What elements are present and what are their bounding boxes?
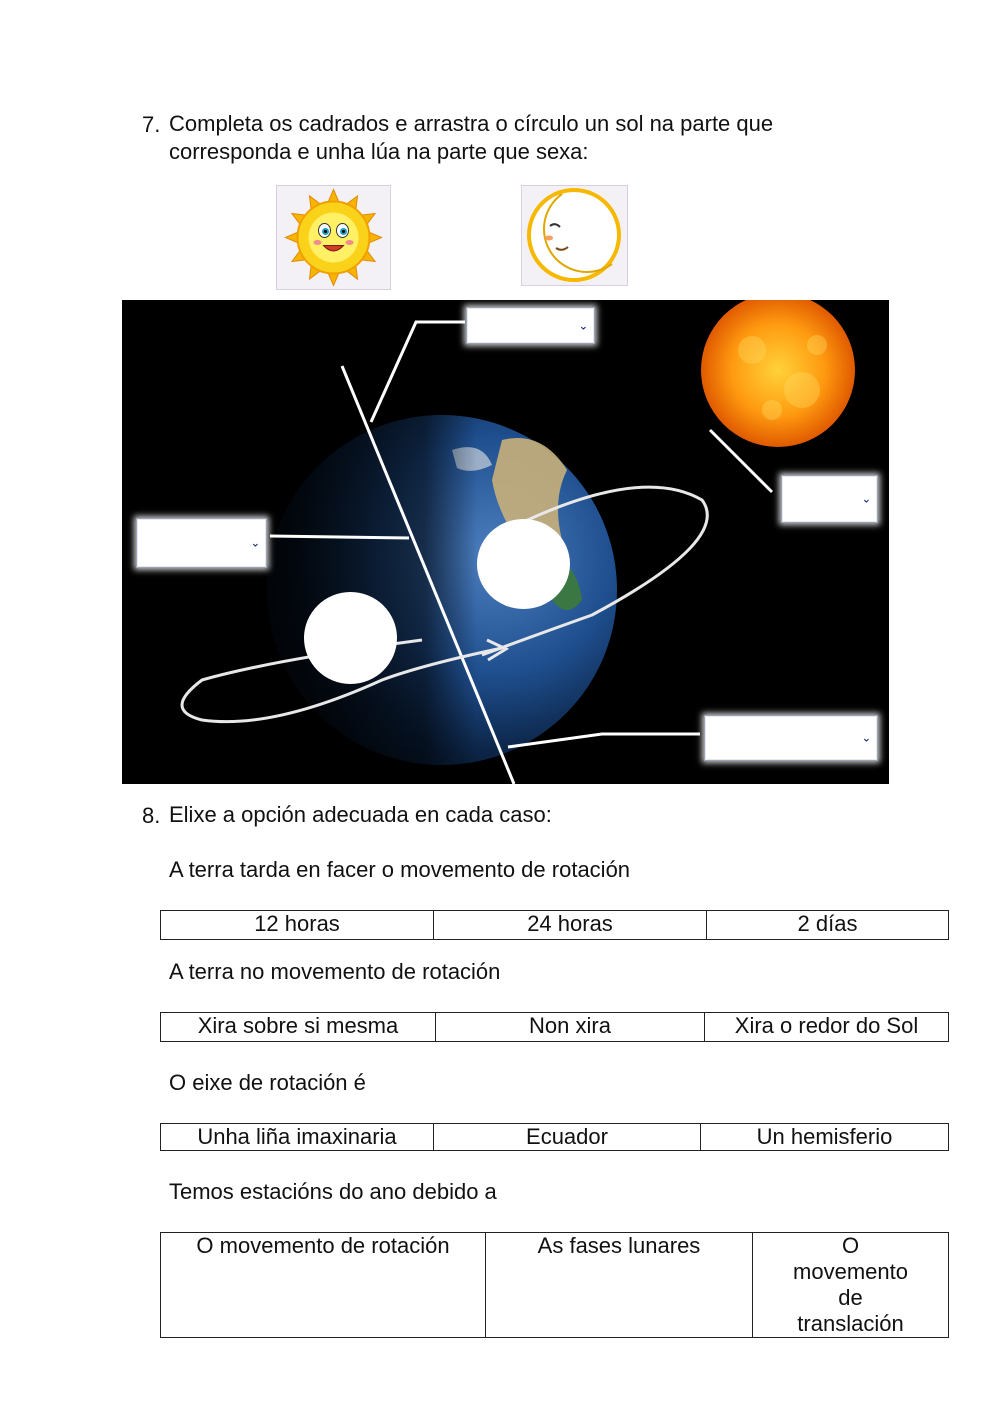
question-8-options-4 xyxy=(160,1232,949,1338)
crescent-moon-icon xyxy=(522,186,627,285)
question-8-title: Elixe a opción adecuada en cada caso: xyxy=(169,802,552,827)
question-8-prompt-2: A terra no movemento de rotación xyxy=(169,959,501,984)
option-24-horas[interactable]: 24 horas xyxy=(434,911,707,940)
option-ecuador[interactable]: Ecuador xyxy=(434,1124,701,1151)
option-non-xira[interactable]: Non xira xyxy=(436,1013,705,1042)
option-xira-sobre-si-mesma[interactable]: Xira sobre si mesma xyxy=(161,1013,436,1042)
option-un-hemisferio[interactable]: Un hemisferio xyxy=(701,1124,949,1151)
drop-zone-day-side[interactable] xyxy=(477,519,570,609)
option-movemento-de-translacion[interactable]: O movemento de translación xyxy=(753,1233,949,1338)
options-row xyxy=(161,1013,949,1042)
sun-graphic xyxy=(701,300,855,447)
draggable-moon[interactable] xyxy=(521,185,628,286)
option-12-horas[interactable]: 12 horas xyxy=(161,911,434,940)
question-7-number: 7. xyxy=(142,112,161,137)
chevron-down-icon: ⌄ xyxy=(861,732,871,745)
sun-face-icon xyxy=(277,186,390,289)
option-unha-lina-imaxinaria[interactable]: Unha liña imaxinaria xyxy=(161,1124,434,1151)
question-8-options-1 xyxy=(160,910,949,940)
left-label-dropdown[interactable] xyxy=(136,518,267,568)
question-8-options-2 xyxy=(160,1012,949,1042)
sun-label-dropdown[interactable] xyxy=(781,475,878,523)
drop-zone-night-side[interactable] xyxy=(304,592,397,684)
question-8-prompt-3: O eixe de rotación é xyxy=(169,1070,366,1095)
draggable-sun[interactable] xyxy=(276,185,391,290)
option-movemento-de-rotacion[interactable]: O movemento de rotación xyxy=(161,1233,486,1338)
chevron-down-icon: ⌄ xyxy=(578,320,588,332)
question-8-number: 8. xyxy=(142,803,161,828)
question-8-prompt-1: A terra tarda en facer o movemento de rotación xyxy=(169,857,631,882)
question-8-prompt-4: Temos estacións do ano debido a xyxy=(169,1179,497,1204)
question-7-text xyxy=(169,110,773,166)
options-row xyxy=(161,911,949,940)
option-fases-lunares[interactable]: As fases lunares xyxy=(486,1233,753,1338)
question-8-options-3 xyxy=(160,1123,949,1151)
earth-rotation-diagram xyxy=(122,300,889,784)
option-xira-o-redor-do-sol[interactable]: Xira o redor do Sol xyxy=(705,1013,949,1042)
options-row xyxy=(161,1124,949,1151)
chevron-down-icon: ⌄ xyxy=(250,537,260,550)
chevron-down-icon: ⌄ xyxy=(861,493,871,506)
question-7-line-1: Completa os cadrados e arrastra o círculo un sol na parte que xyxy=(169,111,774,136)
axis-label-dropdown[interactable] xyxy=(466,307,595,344)
bottom-label-dropdown[interactable] xyxy=(704,715,878,761)
option-2-dias[interactable]: 2 días xyxy=(707,911,949,940)
options-row xyxy=(161,1233,949,1338)
question-7-line-2: corresponda e unha lúa na parte que sexa: xyxy=(169,139,589,164)
